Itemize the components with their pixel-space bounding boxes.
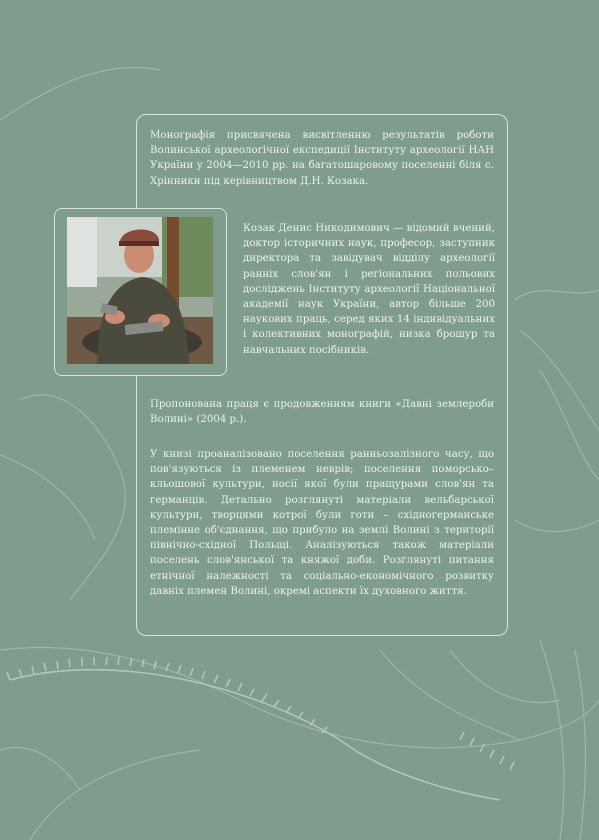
summary-paragraph: У книзі проаналізовано поселення ранньозалізного часу, що пов'язуються із племенем неврів; поселення поморсько–кльошової культури, носії якої були пращурами слов'ян та германців. Детально розглянуті матеріали вельбарської культури, творцями котрої були готи – східногерманське племінне об'єднання, що прибуло на землі Волині з території північно-східної Польщі. Аналізуються також матеріали поселень слов'янської та княжої доби. Розглянуті питання етнічної належності та соціально-економічного розвитку давніх племен Волині, окремі аспекти їх духовного життя. <box>150 449 494 597</box>
author-photo <box>67 217 213 364</box>
continuation-paragraph: Пропонована праця є продовженням книги «Давні землероби Волині» (2004 р.). <box>150 399 494 426</box>
intro-paragraph: Монографія присвячена висвітленню результатів роботи Волинської археологічної експедиції Інституту археології НАН України у 2004—2010 рр. на багатошаровому поселенні біля с. Хрінники під керівництвом Д.Н. Козака. <box>150 130 494 187</box>
author-bio-paragraph: Козак Денис Никодимович — відомий вчений, доктор історичних наук, професор, заступник директора та завідувач відділу археології ранніх слов'ян і регіональних польових досліджень Інституту археології Національної академії наук України, автор більше 200 наукових праць, серед яких 14 індивідуальних і колективних монографій, низка брошур та навчальних посібників. <box>243 223 495 356</box>
